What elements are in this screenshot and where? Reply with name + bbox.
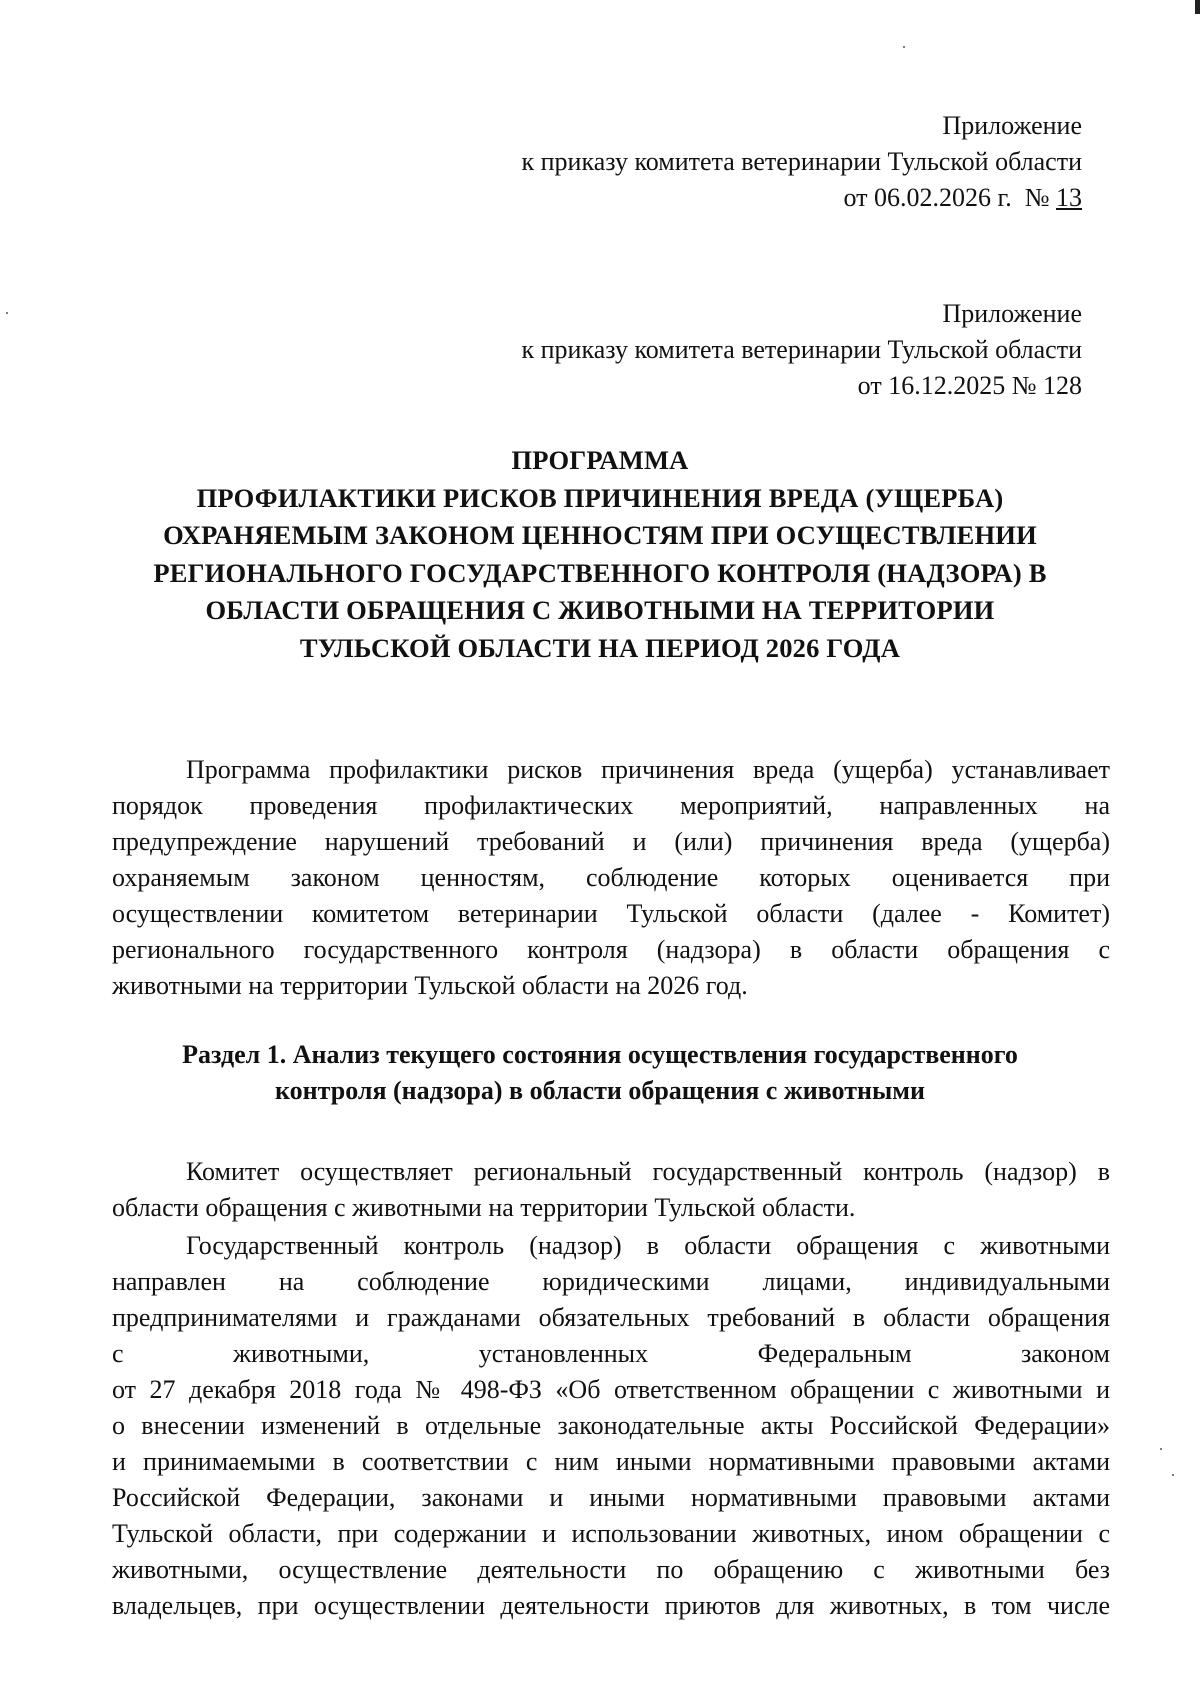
approval-date-line: от 16.12.2025 № 128: [857, 371, 1082, 400]
paragraph-line: и принимаемыми в соответствии с ним иными нормативными правовыми актами: [112, 1447, 1110, 1476]
paragraph-line: направлен на соблюдение юридическими лицами, индивидуальными: [112, 1267, 1110, 1296]
scan-speck: [6, 312, 8, 314]
paragraph-line: осуществлении комитетом ветеринарии Тульской области (далее - Комитет): [112, 899, 1110, 928]
scan-speck: [1160, 1448, 1162, 1450]
approval-date: от 06.02.2026 г. №: [843, 183, 1056, 212]
title-line: ОБЛАСТИ ОБРАЩЕНИЯ С ЖИВОТНЫМИ НА ТЕРРИТОРИИ: [205, 595, 995, 625]
paragraph-line: с животными, установленных Федеральным законом: [112, 1339, 1110, 1368]
paragraph-line: животными, осуществление деятельности по обращению с животными без: [112, 1555, 1110, 1584]
paragraph-line: Российской Федерации, законами и иными нормативными правовыми актами: [112, 1483, 1110, 1512]
approval-date-line: [522, 180, 1083, 216]
paragraph-line: области обращения с животными на территории Тульской области.: [112, 1193, 856, 1222]
paragraph-line: Комитет осуществляет региональный государственный контроль (надзор) в: [186, 1157, 1110, 1186]
paragraph-line: о внесении изменений в отдельные законодательные акты Российской Федерации»: [112, 1411, 1110, 1440]
approval-block-current: [522, 108, 1083, 216]
title-line: ТУЛЬСКОЙ ОБЛАСТИ НА ПЕРИОД 2026 ГОДА: [299, 632, 901, 663]
paragraph-line: владельцев, при осуществлении деятельности приютов для животных, в том числе: [112, 1591, 1110, 1620]
paragraph-line: от 27 декабря 2018 года № 498-ФЗ «Об ответственном обращении с животными и: [112, 1375, 1110, 1404]
approval-block-previous: [522, 296, 1083, 404]
scan-speck: [1172, 1474, 1174, 1476]
paragraph-line: предупреждение нарушений требований и (или) причинения вреда (ущерба): [112, 827, 1110, 856]
approval-label: Приложение: [942, 299, 1082, 328]
scan-speck: [903, 46, 905, 48]
paragraph-line: порядок проведения профилактических мероприятий, направленных на: [112, 791, 1110, 820]
paragraph-line: Государственный контроль (надзор) в области обращения с животными: [186, 1231, 1110, 1260]
paragraph-line: охраняемым законом ценностям, соблюдение которых оценивается при: [112, 863, 1110, 892]
approval-order-ref: к приказу комитета ветеринарии Тульской области: [521, 147, 1082, 176]
approval-order-ref: к приказу комитета ветеринарии Тульской области: [521, 335, 1082, 364]
approval-number: 13: [1056, 183, 1082, 212]
paragraph-line: предпринимателями и гражданами обязательных требований в области обращения: [112, 1303, 1110, 1332]
section-heading-line: Раздел 1. Анализ текущего состояния осуществления государственного: [182, 1040, 1018, 1069]
paragraph-line: регионального государственного контроля (надзора) в области обращения с: [112, 935, 1110, 964]
title-line: ПРОФИЛАКТИКИ РИСКОВ ПРИЧИНЕНИЯ ВРЕДА (УЩЕРБА): [196, 482, 1004, 513]
scan-edge-mark: [1195, 0, 1200, 14]
paragraph-line: Тульской области, при содержании и использовании животных, ином обращении с: [112, 1519, 1110, 1548]
title-line: ПРОГРАММА: [511, 445, 689, 475]
paragraph-line: Программа профилактики рисков причинения вреда (ущерба) устанавливает: [186, 755, 1110, 784]
section-heading: [100, 1037, 1100, 1109]
document-title: [100, 442, 1100, 667]
title-line: ОХРАНЯЕМЫМ ЗАКОНОМ ЦЕННОСТЯМ ПРИ ОСУЩЕСТВЛЕНИИ: [163, 520, 1037, 550]
paragraph-line: животными на территории Тульской области на 2026 год.: [112, 971, 748, 1000]
section-heading-line: контроля (надзора) в области обращения с животными: [275, 1076, 925, 1105]
approval-label: Приложение: [942, 111, 1082, 140]
title-line: РЕГИОНАЛЬНОГО ГОСУДАРСТВЕННОГО КОНТРОЛЯ (НАДЗОРА) В: [153, 557, 1047, 588]
